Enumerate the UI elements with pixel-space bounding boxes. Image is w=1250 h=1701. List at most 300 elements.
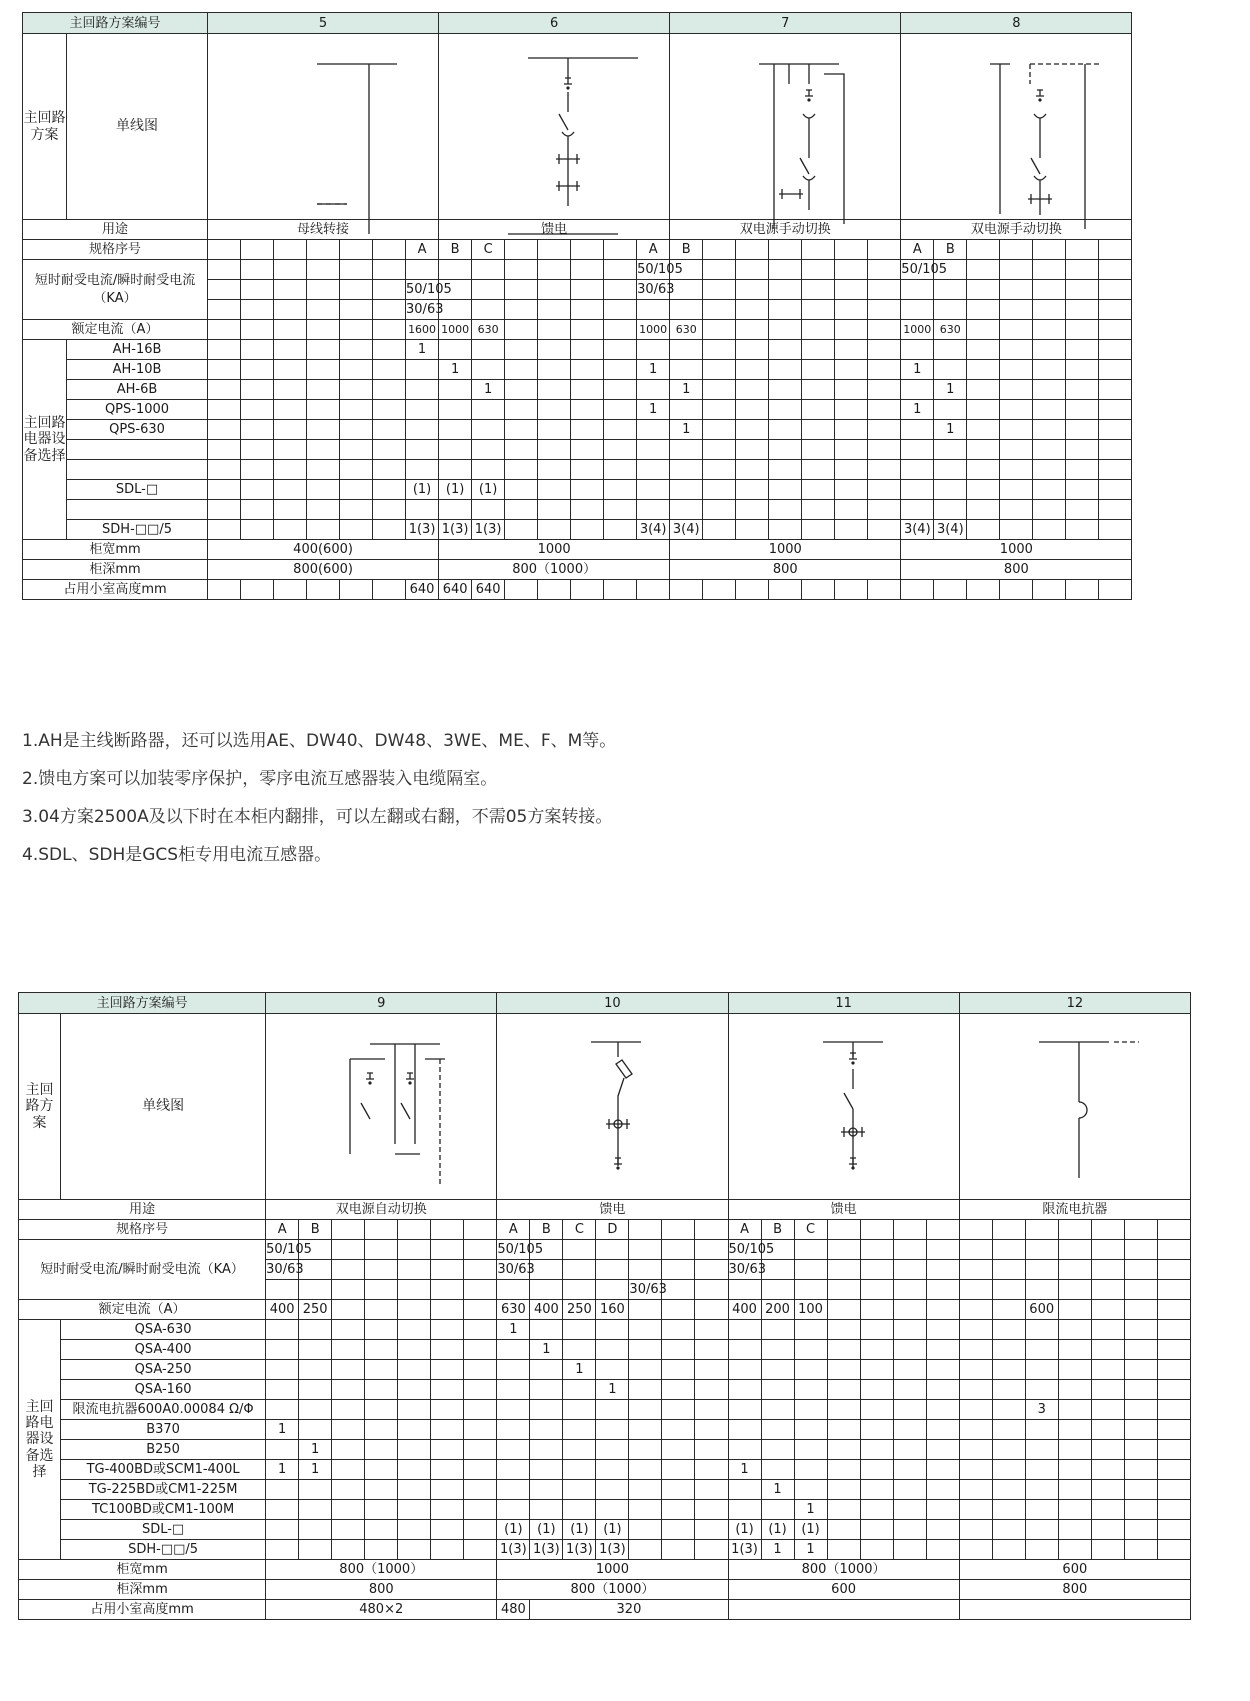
value-cell <box>926 1240 959 1260</box>
value-cell <box>959 1220 992 1240</box>
value-cell <box>992 1400 1025 1420</box>
value-cell <box>365 1540 398 1560</box>
value-cell <box>662 1380 695 1400</box>
value-cell <box>208 380 241 400</box>
main-circuit-label: 主回路方案 <box>23 34 67 220</box>
value-cell <box>604 520 637 540</box>
value-cell <box>604 580 637 600</box>
value-cell <box>307 500 340 520</box>
value-cell <box>1091 1300 1124 1320</box>
value-cell: 1(3) <box>530 1540 563 1560</box>
value-cell <box>868 280 901 300</box>
value-cell <box>860 1440 893 1460</box>
width-value: 1000 <box>670 540 901 560</box>
value-cell <box>835 420 868 440</box>
value-cell <box>505 360 538 380</box>
value-cell <box>406 440 439 460</box>
value-cell <box>538 480 571 500</box>
value-cell <box>274 300 307 320</box>
single-line-diagram <box>959 1014 1190 1200</box>
value-cell <box>266 1500 299 1520</box>
height-value: 480×2 <box>266 1600 497 1620</box>
value-cell <box>868 440 901 460</box>
value-cell <box>538 400 571 420</box>
value-cell <box>992 1520 1025 1540</box>
value-cell <box>208 260 241 280</box>
value-cell: 30/63 <box>497 1260 530 1280</box>
value-cell <box>637 300 670 320</box>
value-cell: 640 <box>406 580 439 600</box>
value-cell <box>1091 1440 1124 1460</box>
value-cell <box>497 1420 530 1440</box>
value-cell <box>893 1500 926 1520</box>
value-cell <box>1091 1500 1124 1520</box>
value-cell <box>695 1320 728 1340</box>
value-cell <box>794 1360 827 1380</box>
value-cell <box>901 460 934 480</box>
value-cell <box>530 1500 563 1520</box>
value-cell <box>728 1480 761 1500</box>
value-cell <box>604 500 637 520</box>
value-cell <box>299 1420 332 1440</box>
value-cell <box>868 300 901 320</box>
value-cell <box>860 1460 893 1480</box>
value-cell <box>637 440 670 460</box>
value-cell <box>497 1500 530 1520</box>
value-cell <box>1099 480 1132 500</box>
value-cell <box>307 340 340 360</box>
value-cell <box>1058 1520 1091 1540</box>
equipment-name: QPS-630 <box>67 420 208 440</box>
value-cell <box>868 240 901 260</box>
value-cell: (1) <box>596 1520 629 1540</box>
value-cell: 50/105 <box>728 1240 761 1260</box>
value-cell: 1 <box>563 1360 596 1380</box>
value-cell <box>703 420 736 440</box>
value-cell <box>1058 1440 1091 1460</box>
value-cell <box>571 440 604 460</box>
value-cell <box>802 580 835 600</box>
value-cell <box>736 440 769 460</box>
value-cell <box>241 380 274 400</box>
value-cell <box>571 280 604 300</box>
value-cell <box>1066 580 1099 600</box>
value-cell <box>959 1440 992 1460</box>
value-cell <box>373 280 406 300</box>
value-cell <box>274 440 307 460</box>
value-cell <box>670 280 703 300</box>
value-cell <box>563 1380 596 1400</box>
value-cell <box>802 520 835 540</box>
value-cell <box>835 440 868 460</box>
value-cell <box>926 1460 959 1480</box>
purpose-value: 双电源手动切换 <box>901 220 1132 240</box>
value-cell <box>670 480 703 500</box>
value-cell <box>563 1320 596 1340</box>
value-cell <box>794 1400 827 1420</box>
purpose-value: 双电源自动切换 <box>266 1200 497 1220</box>
value-cell <box>1091 1360 1124 1380</box>
value-cell <box>505 460 538 480</box>
value-cell <box>893 1420 926 1440</box>
value-cell <box>266 1440 299 1460</box>
value-cell: 50/105 <box>266 1240 299 1260</box>
value-cell <box>835 320 868 340</box>
value-cell <box>893 1520 926 1540</box>
value-cell <box>1157 1360 1190 1380</box>
value-cell <box>769 400 802 420</box>
value-cell <box>901 440 934 460</box>
value-cell <box>835 400 868 420</box>
value-cell <box>406 360 439 380</box>
value-cell <box>332 1280 365 1300</box>
value-cell <box>794 1240 827 1260</box>
value-cell: 3(4) <box>670 520 703 540</box>
value-cell <box>1124 1540 1157 1560</box>
value-cell <box>629 1260 662 1280</box>
value-cell: B <box>299 1220 332 1240</box>
value-cell <box>802 320 835 340</box>
value-cell <box>860 1300 893 1320</box>
value-cell <box>1000 280 1033 300</box>
value-cell <box>406 400 439 420</box>
value-cell <box>703 240 736 260</box>
value-cell: 1(3) <box>472 520 505 540</box>
value-cell: 3(4) <box>934 520 967 540</box>
single-line-diagram <box>670 34 901 220</box>
scheme-number: 9 <box>266 993 497 1014</box>
value-cell <box>662 1240 695 1260</box>
value-cell: 250 <box>563 1300 596 1320</box>
value-cell <box>835 300 868 320</box>
value-cell <box>662 1260 695 1280</box>
value-cell: 30/63 <box>637 280 670 300</box>
value-cell <box>373 460 406 480</box>
value-cell <box>1099 320 1132 340</box>
spec-no-label: 规格序号 <box>23 240 208 260</box>
value-cell <box>703 300 736 320</box>
scheme-number: 5 <box>208 13 439 34</box>
scheme-number: 6 <box>439 13 670 34</box>
value-cell <box>926 1380 959 1400</box>
value-cell <box>604 340 637 360</box>
value-cell <box>1000 340 1033 360</box>
value-cell <box>1025 1500 1058 1520</box>
single-line-diagram <box>901 34 1132 220</box>
value-cell <box>1124 1480 1157 1500</box>
value-cell <box>629 1540 662 1560</box>
value-cell: A <box>406 240 439 260</box>
value-cell <box>868 420 901 440</box>
value-cell: 1 <box>637 360 670 380</box>
value-cell <box>1099 340 1132 360</box>
value-cell <box>307 400 340 420</box>
value-cell <box>530 1440 563 1460</box>
value-cell <box>472 360 505 380</box>
value-cell <box>695 1520 728 1540</box>
value-cell <box>728 1360 761 1380</box>
value-cell <box>926 1260 959 1280</box>
value-cell <box>728 1440 761 1460</box>
value-cell <box>860 1320 893 1340</box>
value-cell <box>365 1480 398 1500</box>
value-cell <box>992 1360 1025 1380</box>
value-cell <box>365 1220 398 1240</box>
value-cell: 630 <box>934 320 967 340</box>
value-cell <box>695 1240 728 1260</box>
value-cell <box>1058 1540 1091 1560</box>
value-cell <box>431 1420 464 1440</box>
value-cell <box>827 1460 860 1480</box>
scheme-number: 11 <box>728 993 959 1014</box>
value-cell <box>1000 580 1033 600</box>
value-cell <box>563 1240 596 1260</box>
value-cell <box>571 320 604 340</box>
value-cell <box>398 1500 431 1520</box>
value-cell <box>802 340 835 360</box>
equipment-label: 主回路电器设备选择 <box>19 1320 61 1560</box>
spec-no-label: 规格序号 <box>19 1220 266 1240</box>
value-cell <box>1025 1540 1058 1560</box>
value-cell <box>538 360 571 380</box>
equipment-name: AH-6B <box>67 380 208 400</box>
value-cell <box>992 1440 1025 1460</box>
value-cell <box>703 520 736 540</box>
value-cell <box>827 1360 860 1380</box>
value-cell: 1(3) <box>563 1540 596 1560</box>
value-cell <box>604 240 637 260</box>
value-cell <box>472 260 505 280</box>
value-cell <box>868 360 901 380</box>
value-cell <box>703 360 736 380</box>
value-cell <box>241 240 274 260</box>
width-label: 柜宽mm <box>19 1560 266 1580</box>
value-cell: 640 <box>439 580 472 600</box>
value-cell <box>662 1520 695 1540</box>
value-cell <box>274 240 307 260</box>
value-cell <box>662 1500 695 1520</box>
value-cell <box>769 340 802 360</box>
value-cell <box>934 440 967 460</box>
value-cell <box>241 420 274 440</box>
value-cell <box>1058 1480 1091 1500</box>
value-cell <box>505 380 538 400</box>
value-cell <box>274 580 307 600</box>
value-cell <box>736 260 769 280</box>
value-cell: B <box>530 1220 563 1240</box>
value-cell <box>431 1500 464 1520</box>
value-cell <box>208 520 241 540</box>
value-cell <box>926 1480 959 1500</box>
value-cell <box>1033 300 1066 320</box>
value-cell <box>398 1460 431 1480</box>
height-label: 占用小室高度mm <box>23 580 208 600</box>
value-cell <box>959 1460 992 1480</box>
value-cell: 30/63 <box>266 1260 299 1280</box>
value-cell <box>464 1220 497 1240</box>
value-cell <box>1000 440 1033 460</box>
value-cell <box>695 1400 728 1420</box>
short-time-label: 短时耐受电流/瞬时耐受电流（KA） <box>23 260 208 320</box>
value-cell <box>472 460 505 480</box>
value-cell <box>1157 1540 1190 1560</box>
value-cell <box>1099 260 1132 280</box>
value-cell <box>530 1360 563 1380</box>
value-cell <box>728 1340 761 1360</box>
value-cell <box>901 340 934 360</box>
value-cell: 1 <box>299 1440 332 1460</box>
value-cell <box>1157 1480 1190 1500</box>
value-cell <box>266 1320 299 1340</box>
value-cell <box>703 460 736 480</box>
value-cell <box>365 1380 398 1400</box>
single-line-diagram <box>266 1014 497 1200</box>
value-cell <box>332 1540 365 1560</box>
value-cell <box>571 240 604 260</box>
value-cell: 250 <box>299 1300 332 1320</box>
value-cell: A <box>901 240 934 260</box>
value-cell <box>893 1240 926 1260</box>
value-cell <box>1099 300 1132 320</box>
value-cell <box>794 1380 827 1400</box>
value-cell: 1(3) <box>497 1540 530 1560</box>
value-cell <box>266 1280 299 1300</box>
value-cell <box>1058 1420 1091 1440</box>
value-cell <box>431 1380 464 1400</box>
value-cell <box>464 1300 497 1320</box>
value-cell <box>439 420 472 440</box>
value-cell: 30/63 <box>728 1260 761 1280</box>
value-cell <box>926 1340 959 1360</box>
value-cell <box>802 420 835 440</box>
value-cell <box>299 1540 332 1560</box>
value-cell <box>1033 360 1066 380</box>
value-cell <box>1091 1240 1124 1260</box>
value-cell <box>464 1380 497 1400</box>
value-cell <box>1058 1400 1091 1420</box>
value-cell <box>365 1520 398 1540</box>
value-cell <box>629 1320 662 1340</box>
equipment-name: B370 <box>61 1420 266 1440</box>
equipment-name: QSA-630 <box>61 1320 266 1340</box>
value-cell <box>596 1400 629 1420</box>
value-cell <box>967 320 1000 340</box>
value-cell <box>563 1280 596 1300</box>
value-cell <box>1033 580 1066 600</box>
value-cell <box>1124 1440 1157 1460</box>
value-cell <box>1066 360 1099 380</box>
value-cell <box>1058 1300 1091 1320</box>
value-cell <box>307 520 340 540</box>
single-line-diagram <box>208 34 439 220</box>
value-cell <box>538 280 571 300</box>
value-cell <box>992 1280 1025 1300</box>
value-cell <box>464 1280 497 1300</box>
equipment-name: SDL-□ <box>67 480 208 500</box>
value-cell <box>596 1260 629 1280</box>
value-cell <box>827 1340 860 1360</box>
value-cell: 3(4) <box>637 520 670 540</box>
value-cell <box>1000 500 1033 520</box>
value-cell <box>662 1220 695 1240</box>
value-cell <box>604 420 637 440</box>
value-cell <box>241 300 274 320</box>
value-cell <box>695 1360 728 1380</box>
value-cell: 1 <box>497 1320 530 1340</box>
value-cell <box>1066 340 1099 360</box>
value-cell: 1 <box>596 1380 629 1400</box>
value-cell <box>332 1440 365 1460</box>
value-cell <box>365 1360 398 1380</box>
value-cell <box>1025 1220 1058 1240</box>
value-cell <box>893 1340 926 1360</box>
equipment-name: QSA-400 <box>61 1340 266 1360</box>
value-cell <box>299 1480 332 1500</box>
value-cell <box>274 320 307 340</box>
value-cell <box>538 300 571 320</box>
value-cell <box>464 1520 497 1540</box>
value-cell <box>629 1340 662 1360</box>
value-cell <box>241 500 274 520</box>
value-cell <box>530 1320 563 1340</box>
value-cell <box>563 1340 596 1360</box>
value-cell <box>827 1300 860 1320</box>
value-cell <box>274 480 307 500</box>
value-cell <box>736 420 769 440</box>
value-cell <box>365 1260 398 1280</box>
value-cell <box>827 1520 860 1540</box>
value-cell <box>307 240 340 260</box>
value-cell <box>332 1480 365 1500</box>
value-cell <box>926 1220 959 1240</box>
value-cell <box>860 1260 893 1280</box>
value-cell <box>1033 240 1066 260</box>
value-cell <box>1058 1320 1091 1340</box>
value-cell <box>497 1480 530 1500</box>
value-cell <box>926 1320 959 1340</box>
value-cell <box>1157 1440 1190 1460</box>
value-cell <box>893 1300 926 1320</box>
value-cell <box>1033 340 1066 360</box>
note-2: 2.馈电方案可以加装零序保护，零序电流互感器装入电缆隔室。 <box>22 769 498 789</box>
value-cell: (1) <box>530 1520 563 1540</box>
value-cell <box>761 1500 794 1520</box>
equipment-name: AH-10B <box>67 360 208 380</box>
value-cell <box>299 1500 332 1520</box>
value-cell <box>208 500 241 520</box>
value-cell <box>266 1540 299 1560</box>
value-cell <box>406 260 439 280</box>
value-cell <box>926 1300 959 1320</box>
value-cell <box>1066 260 1099 280</box>
value-cell <box>662 1340 695 1360</box>
value-cell <box>563 1400 596 1420</box>
value-cell <box>365 1240 398 1260</box>
scheme-table-2 <box>18 992 1191 1620</box>
value-cell <box>472 300 505 320</box>
depth-value: 800 <box>901 560 1132 580</box>
value-cell <box>1066 420 1099 440</box>
width-value: 800（1000） <box>266 1560 497 1580</box>
value-cell: 400 <box>266 1300 299 1320</box>
value-cell <box>274 380 307 400</box>
value-cell <box>959 1400 992 1420</box>
value-cell <box>728 1400 761 1420</box>
value-cell <box>736 580 769 600</box>
value-cell <box>860 1420 893 1440</box>
value-cell <box>736 300 769 320</box>
value-cell <box>505 300 538 320</box>
